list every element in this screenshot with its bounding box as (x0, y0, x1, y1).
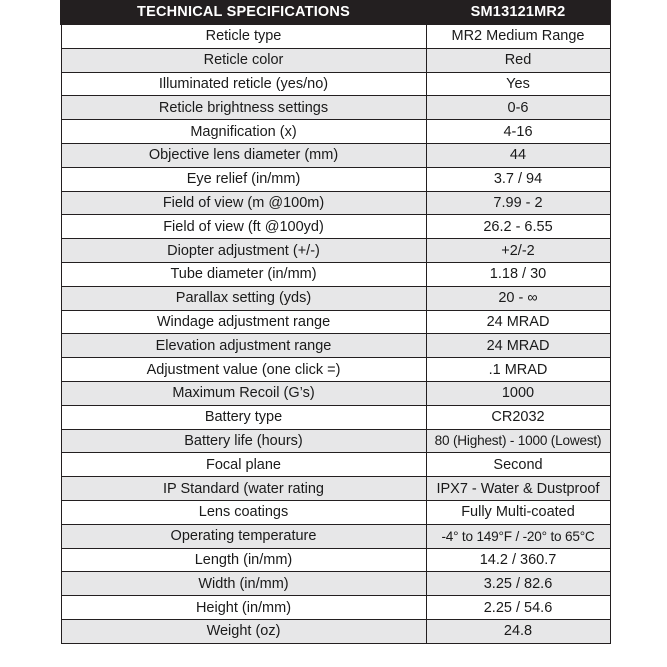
spec-row (61, 524, 610, 548)
spec-header-model: SM13121MR2 (426, 0, 610, 25)
spec-row (61, 429, 610, 453)
spec-body (61, 25, 610, 644)
spec-row (61, 143, 610, 167)
spec-value: 1.18 / 30 (426, 262, 610, 286)
spec-row (61, 120, 610, 144)
spec-label: Lens coatings (61, 500, 426, 524)
spec-value: 14.2 / 360.7 (426, 548, 610, 572)
spec-label: Field of view (ft @100yd) (61, 215, 426, 239)
spec-label: Magnification (x) (61, 120, 426, 144)
spec-label: Height (in/mm) (61, 596, 426, 620)
spec-value: 24.8 (426, 619, 610, 643)
spec-label: Adjustment value (one click =) (61, 358, 426, 382)
spec-row (61, 191, 610, 215)
spec-value: .1 MRAD (426, 358, 610, 382)
spec-label: Reticle type (61, 25, 426, 49)
spec-label: Parallax setting (yds) (61, 286, 426, 310)
spec-label: Windage adjustment range (61, 310, 426, 334)
spec-row (61, 239, 610, 263)
spec-row (61, 167, 610, 191)
spec-value: 24 MRAD (426, 310, 610, 334)
spec-row (61, 572, 610, 596)
spec-row (61, 381, 610, 405)
spec-label: Elevation adjustment range (61, 334, 426, 358)
spec-label: Field of view (m @100m) (61, 191, 426, 215)
spec-label: Objective lens diameter (mm) (61, 143, 426, 167)
spec-row (61, 215, 610, 239)
spec-value: 7.99 - 2 (426, 191, 610, 215)
spec-label: Length (in/mm) (61, 548, 426, 572)
spec-row (61, 286, 610, 310)
spec-value: 3.25 / 82.6 (426, 572, 610, 596)
spec-row (61, 548, 610, 572)
spec-value: 1000 (426, 381, 610, 405)
spec-header-title: TECHNICAL SPECIFICATIONS (61, 0, 426, 25)
spec-label: IP Standard (water rating (61, 477, 426, 501)
spec-label: Battery type (61, 405, 426, 429)
spec-label: Operating temperature (61, 524, 426, 548)
spec-table (60, 0, 611, 644)
spec-value: IPX7 - Water & Dustproof (426, 477, 610, 501)
spec-header-row (61, 0, 610, 25)
spec-row (61, 405, 610, 429)
spec-row (61, 96, 610, 120)
spec-label: Focal plane (61, 453, 426, 477)
spec-row (61, 262, 610, 286)
spec-row (61, 596, 610, 620)
spec-value: 0-6 (426, 96, 610, 120)
spec-value: Red (426, 48, 610, 72)
spec-label: Maximum Recoil (G’s) (61, 381, 426, 405)
spec-value: 80 (Highest) - 1000 (Lowest) (426, 429, 610, 453)
spec-value: -4° to 149°F / -20° to 65°C (426, 524, 610, 548)
spec-label: Tube diameter (in/mm) (61, 262, 426, 286)
spec-value: MR2 Medium Range (426, 25, 610, 49)
spec-row (61, 358, 610, 382)
spec-value: 26.2 - 6.55 (426, 215, 610, 239)
spec-value: Second (426, 453, 610, 477)
spec-value: +2/-2 (426, 239, 610, 263)
spec-value: 2.25 / 54.6 (426, 596, 610, 620)
spec-value: 24 MRAD (426, 334, 610, 358)
spec-label: Illuminated reticle (yes/no) (61, 72, 426, 96)
spec-row (61, 334, 610, 358)
spec-value: 44 (426, 143, 610, 167)
spec-row (61, 500, 610, 524)
spec-row (61, 48, 610, 72)
spec-value: CR2032 (426, 405, 610, 429)
spec-value: 4-16 (426, 120, 610, 144)
spec-label: Battery life (hours) (61, 429, 426, 453)
spec-row (61, 477, 610, 501)
spec-label: Reticle brightness settings (61, 96, 426, 120)
spec-label: Reticle color (61, 48, 426, 72)
spec-value: 20 - ∞ (426, 286, 610, 310)
spec-value: Yes (426, 72, 610, 96)
spec-value: 3.7 / 94 (426, 167, 610, 191)
spec-label: Width (in/mm) (61, 572, 426, 596)
spec-row (61, 619, 610, 643)
spec-row (61, 310, 610, 334)
spec-label: Diopter adjustment (+/-) (61, 239, 426, 263)
spec-label: Eye relief (in/mm) (61, 167, 426, 191)
spec-row (61, 72, 610, 96)
spec-row (61, 25, 610, 49)
spec-label: Weight (oz) (61, 619, 426, 643)
spec-row (61, 453, 610, 477)
spec-value: Fully Multi-coated (426, 500, 610, 524)
